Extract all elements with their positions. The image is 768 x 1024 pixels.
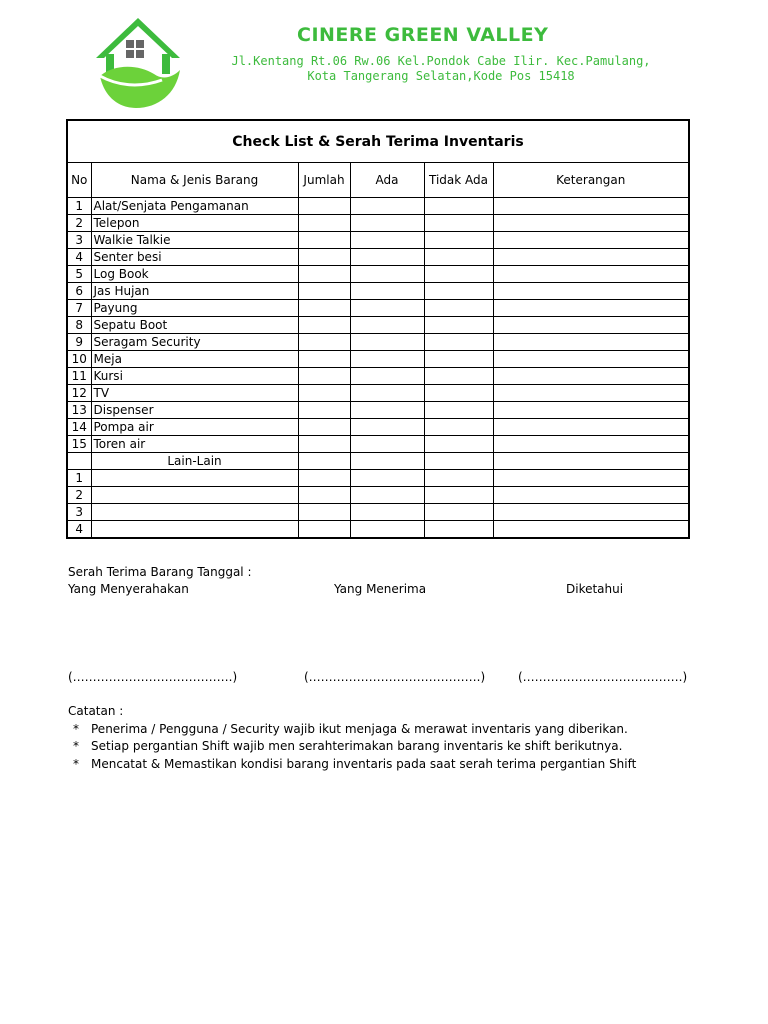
row-jumlah-cell <box>298 470 350 487</box>
row-item-name-cell: Alat/Senjata Pengamanan <box>91 198 298 215</box>
row-no-cell: 8 <box>67 317 91 334</box>
acknowledged-label: Diketahui <box>566 582 624 596</box>
table-row <box>67 215 689 232</box>
row-jumlah-cell <box>298 368 350 385</box>
row-tidak-ada-cell <box>424 385 493 402</box>
table-row <box>67 402 689 419</box>
row-ada-cell <box>350 198 424 215</box>
row-tidak-ada-cell <box>424 487 493 504</box>
lain-lain-label: Lain-Lain <box>91 453 298 470</box>
row-no-cell <box>67 453 91 470</box>
row-tidak-ada-cell <box>424 521 493 539</box>
row-no-cell: 10 <box>67 351 91 368</box>
row-keterangan-cell <box>493 232 689 249</box>
col-header-name: Nama & Jenis Barang <box>91 163 298 198</box>
row-no-cell: 1 <box>67 198 91 215</box>
table-row <box>67 198 689 215</box>
row-jumlah-cell <box>298 436 350 453</box>
row-no-cell: 9 <box>67 334 91 351</box>
row-no-cell: 14 <box>67 419 91 436</box>
row-ada-cell <box>350 249 424 266</box>
row-tidak-ada-cell <box>424 283 493 300</box>
row-no-cell: 13 <box>67 402 91 419</box>
row-item-name-cell <box>91 470 298 487</box>
row-tidak-ada-cell <box>424 266 493 283</box>
org-name: CINERE GREEN VALLEY <box>297 24 549 46</box>
row-item-name-cell: Senter besi <box>91 249 298 266</box>
row-jumlah-cell <box>298 232 350 249</box>
row-keterangan-cell <box>493 317 689 334</box>
row-item-name-cell: Sepatu Boot <box>91 317 298 334</box>
row-keterangan-cell <box>493 402 689 419</box>
note-text: Setiap pergantian Shift wajib men serahterimakan barang inventaris ke shift berikutnya. <box>91 739 623 753</box>
row-no-cell: 12 <box>67 385 91 402</box>
row-item-name-cell: Meja <box>91 351 298 368</box>
row-tidak-ada-cell <box>424 232 493 249</box>
row-keterangan-cell <box>493 436 689 453</box>
table-row <box>67 368 689 385</box>
table-row <box>67 266 689 283</box>
signature-line-receiver: (…………………………………….) <box>304 670 486 684</box>
row-no-cell: 6 <box>67 283 91 300</box>
giver-label: Yang Menyerahakan <box>68 582 189 596</box>
row-keterangan-cell <box>493 334 689 351</box>
address-line-1: Jl.Kentang Rt.06 Rw.06 Kel.Pondok Cabe Ilir. Kec.Pamulang, <box>231 54 651 68</box>
note-item <box>73 722 628 736</box>
row-ada-cell <box>350 436 424 453</box>
row-item-name-cell: TV <box>91 385 298 402</box>
row-tidak-ada-cell <box>424 215 493 232</box>
row-keterangan-cell <box>493 215 689 232</box>
row-keterangan-cell <box>493 504 689 521</box>
table-row <box>67 470 689 487</box>
row-keterangan-cell <box>493 419 689 436</box>
notes-title: Catatan : <box>68 704 124 718</box>
signature-line-giver: (………………………………….) <box>68 670 238 684</box>
row-keterangan-cell <box>493 300 689 317</box>
row-ada-cell <box>350 300 424 317</box>
row-jumlah-cell <box>298 351 350 368</box>
row-ada-cell <box>350 334 424 351</box>
row-keterangan-cell <box>493 385 689 402</box>
row-tidak-ada-cell <box>424 368 493 385</box>
row-ada-cell <box>350 487 424 504</box>
table-row <box>67 283 689 300</box>
row-item-name-cell: Telepon <box>91 215 298 232</box>
row-jumlah-cell <box>298 419 350 436</box>
row-jumlah-cell <box>298 198 350 215</box>
row-ada-cell <box>350 521 424 539</box>
row-tidak-ada-cell <box>424 334 493 351</box>
col-header-ada: Ada <box>350 163 424 198</box>
row-item-name-cell: Jas Hujan <box>91 283 298 300</box>
table-row <box>67 232 689 249</box>
note-text: Mencatat & Memastikan kondisi barang inventaris pada saat serah terima pergantian Shift <box>91 757 637 771</box>
row-jumlah-cell <box>298 487 350 504</box>
row-jumlah-cell <box>298 385 350 402</box>
row-tidak-ada-cell <box>424 198 493 215</box>
row-keterangan-cell <box>493 453 689 470</box>
row-keterangan-cell <box>493 470 689 487</box>
row-jumlah-cell <box>298 402 350 419</box>
signature-line-acknowledged: (………………………………….) <box>518 670 688 684</box>
row-tidak-ada-cell <box>424 453 493 470</box>
row-ada-cell <box>350 453 424 470</box>
row-jumlah-cell <box>298 266 350 283</box>
row-tidak-ada-cell <box>424 470 493 487</box>
row-jumlah-cell <box>298 300 350 317</box>
row-ada-cell <box>350 504 424 521</box>
row-ada-cell <box>350 351 424 368</box>
asterisk-bullet-icon: * <box>73 739 79 753</box>
row-jumlah-cell <box>298 249 350 266</box>
row-no-cell: 3 <box>67 232 91 249</box>
row-no-cell: 3 <box>67 504 91 521</box>
row-item-name-cell: Toren air <box>91 436 298 453</box>
row-keterangan-cell <box>493 521 689 539</box>
address-line-2: Kota Tangerang Selatan,Kode Pos 15418 <box>307 69 575 83</box>
row-jumlah-cell <box>298 504 350 521</box>
row-no-cell: 2 <box>67 215 91 232</box>
row-item-name-cell: Kursi <box>91 368 298 385</box>
row-ada-cell <box>350 368 424 385</box>
handover-date-label: Serah Terima Barang Tanggal : <box>68 565 252 579</box>
row-jumlah-cell <box>298 334 350 351</box>
table-row <box>67 317 689 334</box>
note-item <box>73 757 636 771</box>
receiver-label: Yang Menerima <box>334 582 427 596</box>
row-tidak-ada-cell <box>424 402 493 419</box>
row-ada-cell <box>350 385 424 402</box>
lain-lain-row <box>67 453 689 470</box>
asterisk-bullet-icon: * <box>73 757 79 771</box>
table-row <box>67 249 689 266</box>
row-no-cell: 4 <box>67 521 91 539</box>
row-no-cell: 15 <box>67 436 91 453</box>
table-row <box>67 334 689 351</box>
row-item-name-cell <box>91 487 298 504</box>
row-jumlah-cell <box>298 521 350 539</box>
row-tidak-ada-cell <box>424 300 493 317</box>
table-row <box>67 385 689 402</box>
house-leaf-icon <box>92 14 184 110</box>
note-text: Penerima / Pengguna / Security wajib ikut menjaga & merawat inventaris yang diberikan. <box>91 722 628 736</box>
row-ada-cell <box>350 402 424 419</box>
row-item-name-cell: Pompa air <box>91 419 298 436</box>
col-header-tidak-ada: Tidak Ada <box>424 163 493 198</box>
row-ada-cell <box>350 215 424 232</box>
inventory-table <box>66 119 690 539</box>
row-ada-cell <box>350 232 424 249</box>
row-no-cell: 5 <box>67 266 91 283</box>
row-tidak-ada-cell <box>424 249 493 266</box>
row-keterangan-cell <box>493 266 689 283</box>
row-jumlah-cell <box>298 215 350 232</box>
table-title: Check List & Serah Terima Inventaris <box>67 120 689 163</box>
table-row <box>67 436 689 453</box>
row-keterangan-cell <box>493 283 689 300</box>
row-tidak-ada-cell <box>424 504 493 521</box>
row-item-name-cell: Seragam Security <box>91 334 298 351</box>
row-ada-cell <box>350 283 424 300</box>
row-no-cell: 11 <box>67 368 91 385</box>
table-row <box>67 300 689 317</box>
row-ada-cell <box>350 266 424 283</box>
row-item-name-cell <box>91 521 298 539</box>
row-keterangan-cell <box>493 368 689 385</box>
row-item-name-cell: Payung <box>91 300 298 317</box>
note-item <box>73 739 622 753</box>
row-jumlah-cell <box>298 453 350 470</box>
row-item-name-cell: Log Book <box>91 266 298 283</box>
table-row <box>67 419 689 436</box>
row-ada-cell <box>350 419 424 436</box>
row-keterangan-cell <box>493 487 689 504</box>
row-item-name-cell: Walkie Talkie <box>91 232 298 249</box>
table-row <box>67 351 689 368</box>
row-tidak-ada-cell <box>424 317 493 334</box>
row-keterangan-cell <box>493 351 689 368</box>
row-no-cell: 2 <box>67 487 91 504</box>
table-row <box>67 487 689 504</box>
col-header-jumlah: Jumlah <box>298 163 350 198</box>
row-item-name-cell <box>91 504 298 521</box>
row-tidak-ada-cell <box>424 351 493 368</box>
row-keterangan-cell <box>493 249 689 266</box>
row-no-cell: 7 <box>67 300 91 317</box>
col-header-keterangan: Keterangan <box>493 163 689 198</box>
table-row <box>67 521 689 539</box>
row-ada-cell <box>350 470 424 487</box>
table-header-row <box>67 163 689 198</box>
row-no-cell: 1 <box>67 470 91 487</box>
row-jumlah-cell <box>298 283 350 300</box>
row-tidak-ada-cell <box>424 419 493 436</box>
col-header-no: No <box>67 163 91 198</box>
row-item-name-cell: Dispenser <box>91 402 298 419</box>
row-ada-cell <box>350 317 424 334</box>
row-no-cell: 4 <box>67 249 91 266</box>
asterisk-bullet-icon: * <box>73 722 79 736</box>
row-keterangan-cell <box>493 198 689 215</box>
table-row <box>67 504 689 521</box>
row-jumlah-cell <box>298 317 350 334</box>
row-tidak-ada-cell <box>424 436 493 453</box>
